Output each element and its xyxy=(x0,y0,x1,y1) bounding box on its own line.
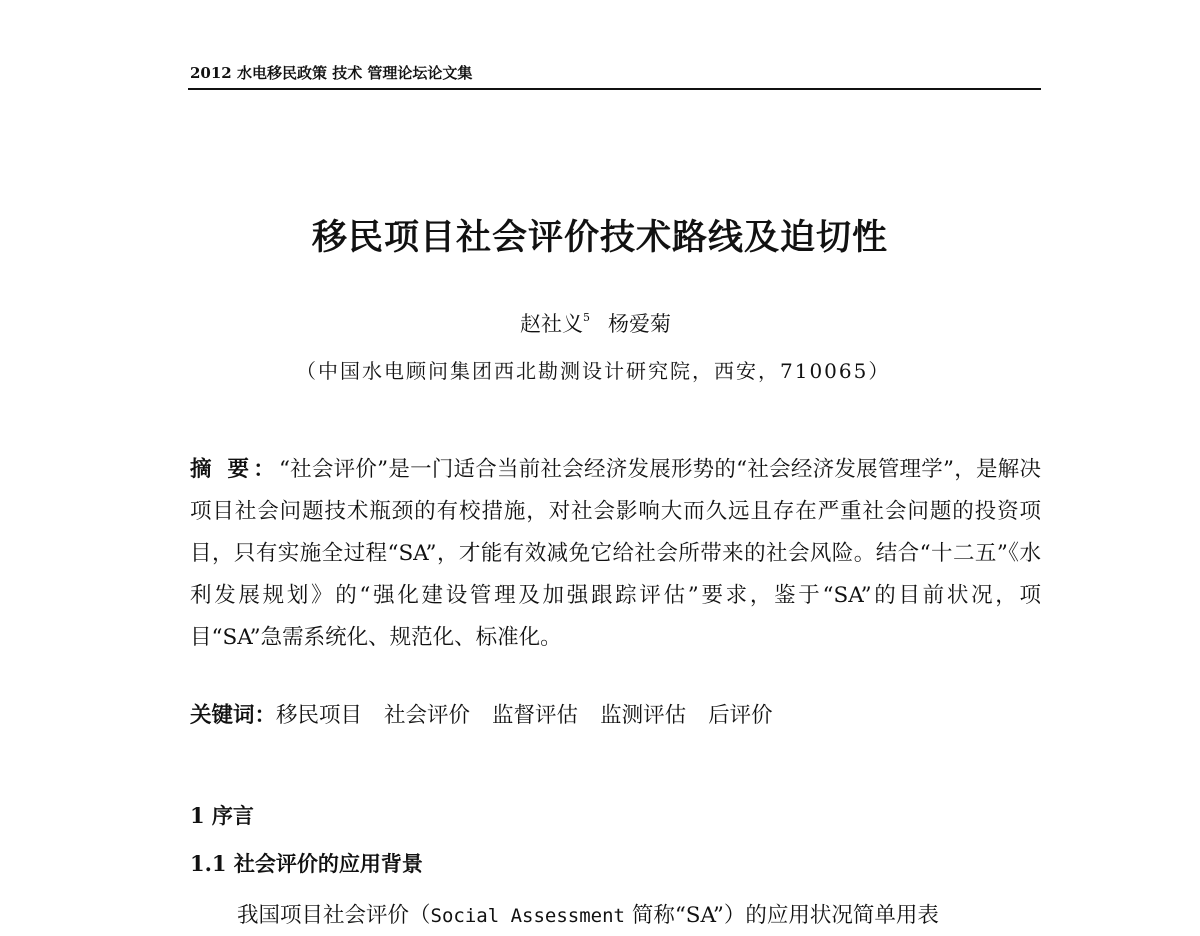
abstract-label: 摘 要： xyxy=(190,457,279,482)
section-heading: 1 序言 xyxy=(190,803,254,828)
author-footnote-mark: 5 xyxy=(583,311,590,324)
body-paragraph xyxy=(237,898,939,929)
keyword: 后评价 xyxy=(708,703,773,728)
subsection-heading: 1.1 社会评价的应用背景 xyxy=(190,851,423,876)
body-text: 简称“SA”）的应用状况简单用表 xyxy=(624,903,939,928)
keyword: 移民项目 xyxy=(276,703,363,728)
keywords-label: 关键词： xyxy=(190,703,277,728)
author-name: 杨爱菊 xyxy=(608,312,671,336)
keywords xyxy=(190,698,795,729)
keyword: 监测评估 xyxy=(600,703,687,728)
abstract xyxy=(190,449,1041,659)
body-text: 我国项目社会评价（ xyxy=(237,903,431,928)
affiliation: （中国水电顾问集团西北勘测设计研究院，西安，710065） xyxy=(296,359,891,383)
body-text-english: Social Assessment xyxy=(430,905,625,927)
paper-title: 移民项目社会评价技术路线及迫切性 xyxy=(311,217,888,258)
keyword: 社会评价 xyxy=(384,703,471,728)
keyword: 监督评估 xyxy=(492,703,579,728)
header-rule xyxy=(188,88,1041,90)
author-line xyxy=(520,308,671,338)
running-header: 2012 水电移民政策 技术 管理论坛论文集 xyxy=(190,64,473,82)
abstract-text: “社会评价”是一门适合当前社会经济发展形势的“社会经济发展管理学”，是解决项目社会问题技术瓶颈的有校措施，对社会影响大而久远且存在严重社会问题的投资项目，只有实施全过程“SA”，才能有效减免它给社会所带来的社会风险。结合“十二五”《水利发展规划》的“强化建设管理及加强跟踪评估”要求，鉴于“SA”的目前状况，项目“SA”急需系统化、规范化、标准化。 xyxy=(190,457,1041,650)
author-name: 赵社义 xyxy=(520,312,583,336)
